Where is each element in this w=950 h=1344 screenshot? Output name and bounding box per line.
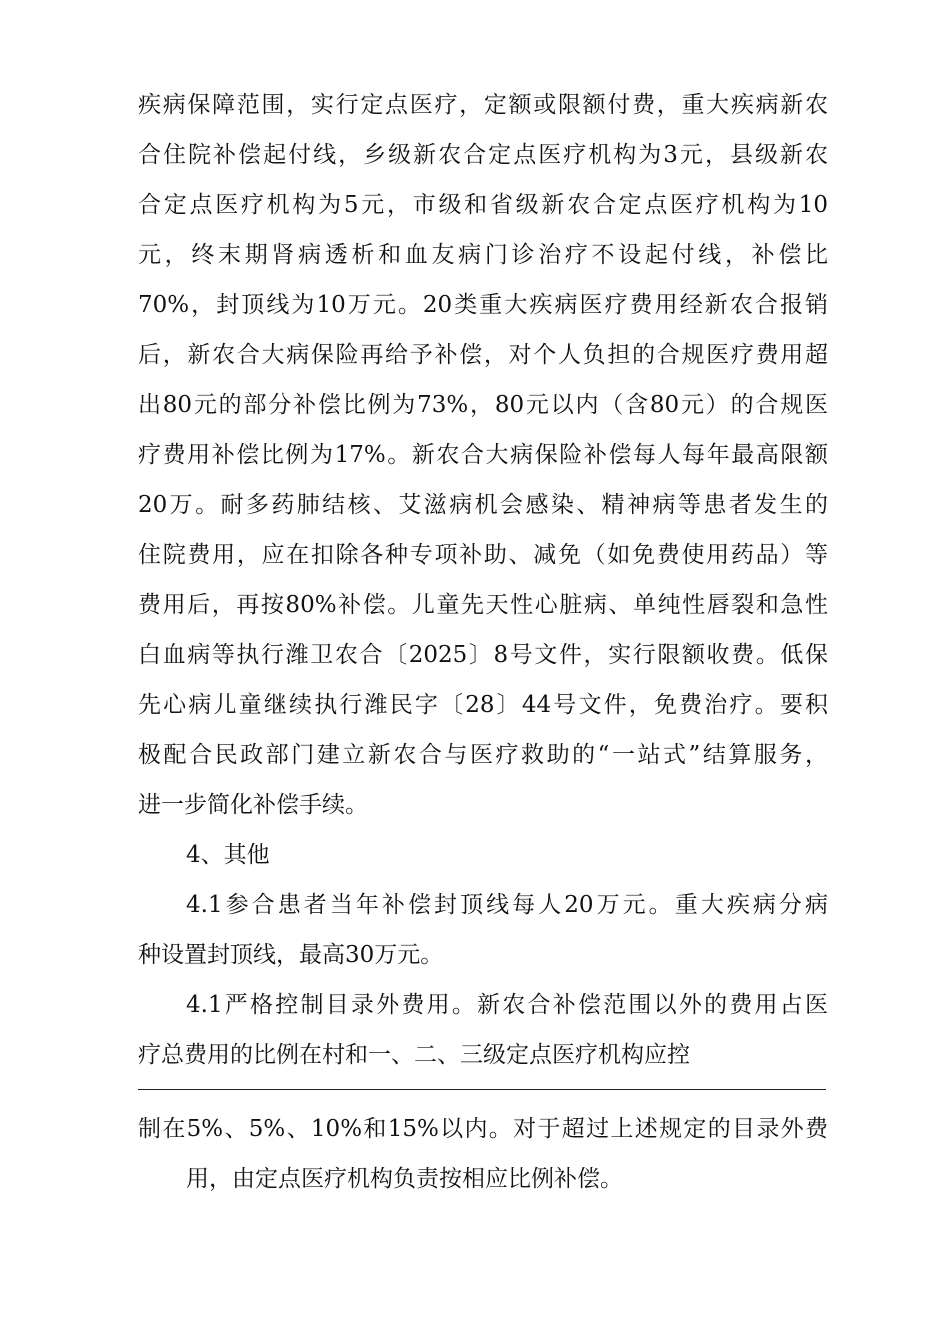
continuation-line: 用，由定点医疗机构负责按相应比例补偿。 <box>186 1166 623 1192</box>
paragraph-1-line: 极配合民政部门建立新农合与医疗救助的“一站式”结算服务， <box>138 742 828 768</box>
item-4-1-cap <box>138 880 828 980</box>
continuation-line: 制在5%、5%、10%和15%以内。对于超过上述规定的目录外费 <box>138 1116 828 1142</box>
section-4 <box>138 830 828 880</box>
paragraph-1 <box>138 80 828 830</box>
section-heading: 4、其他 <box>186 842 270 868</box>
paragraph-1-line: 20万。耐多药肺结核、艾滋病机会感染、精神病等患者发生的 <box>138 492 828 518</box>
item-line: 疗总费用的比例在村和一、二、三级定点医疗机构应控 <box>138 1042 690 1068</box>
continuation-text-block <box>138 1104 828 1204</box>
horizontal-divider <box>138 1089 826 1090</box>
item-line: 4.1严格控制目录外费用。新农合补偿范围以外的费用占医 <box>186 992 828 1018</box>
paragraph-1-line: 先心病儿童继续执行潍民字〔28〕44号文件，免费治疗。要积 <box>138 692 828 718</box>
main-text-block <box>138 80 828 1080</box>
paragraph-1-line: 疾病保障范围，实行定点医疗，定额或限额付费，重大疾病新农 <box>138 92 828 118</box>
item-line: 种设置封顶线，最高30万元。 <box>138 942 444 968</box>
item-line: 4.1参合患者当年补偿封顶线每人20万元。重大疾病分病 <box>186 892 828 918</box>
paragraph-1-line: 合定点医疗机构为5元，市级和省级新农合定点医疗机构为10 <box>138 192 828 218</box>
paragraph-1-line: 合住院补偿起付线，乡级新农合定点医疗机构为3元，县级新农 <box>138 142 828 168</box>
paragraph-1-line: 疗费用补偿比例为17%。新农合大病保险补偿每人每年最高限额 <box>138 442 828 468</box>
paragraph-1-line: 进一步简化补偿手续。 <box>138 792 368 818</box>
paragraph-1-line: 后，新农合大病保险再给予补偿，对个人负担的合规医疗费用超 <box>138 342 828 368</box>
paragraph-1-line: 住院费用，应在扣除各种专项补助、减免（如免费使用药品）等 <box>138 542 828 568</box>
paragraph-1-line: 白血病等执行潍卫农合〔2025〕8号文件，实行限额收费。低保 <box>138 642 828 668</box>
paragraph-1-line: 元，终末期肾病透析和血友病门诊治疗不设起付线，补偿比 <box>138 242 828 268</box>
item-4-1-control <box>138 980 828 1080</box>
paragraph-1-line: 出80元的部分补偿比例为73%，80元以内（含80元）的合规医 <box>138 392 828 418</box>
paragraph-1-line: 费用后，再按80%补偿。儿童先天性心脏病、单纯性唇裂和急性 <box>138 592 828 618</box>
paragraph-1-line: 70%，封顶线为10万元。20类重大疾病医疗费用经新农合报销 <box>138 292 828 318</box>
